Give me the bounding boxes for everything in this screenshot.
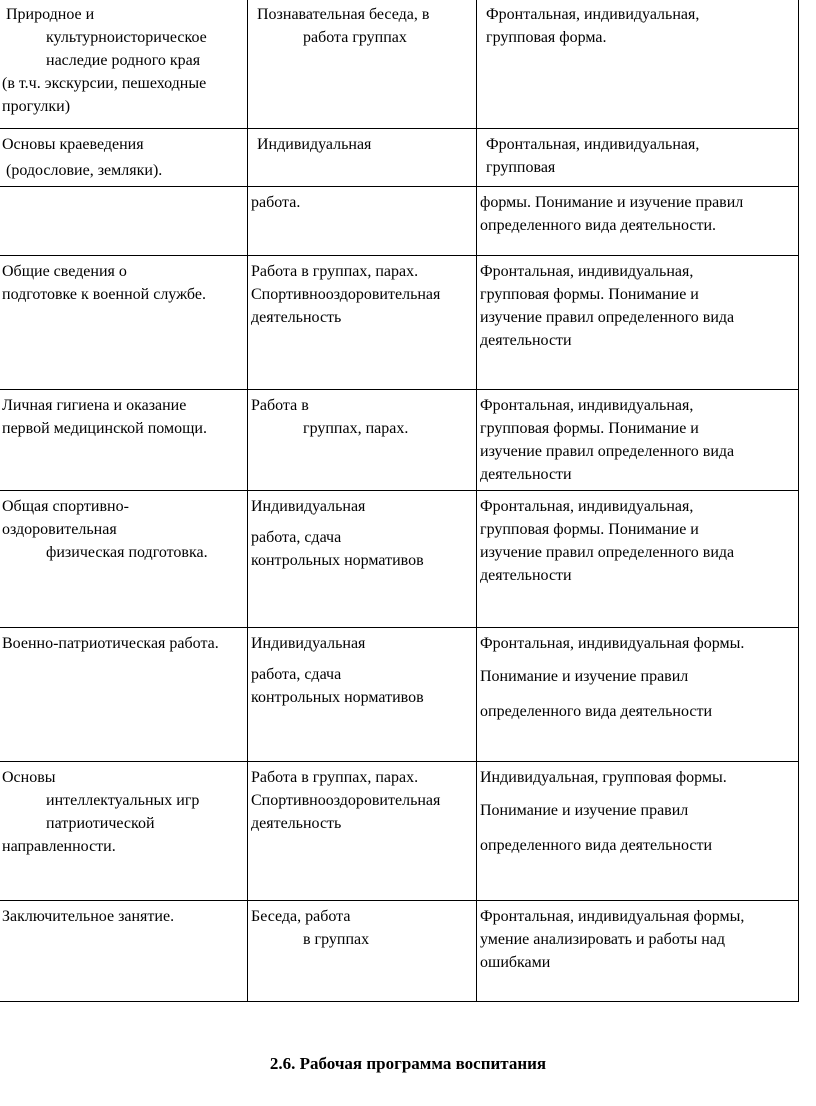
table-row: [0, 390, 799, 491]
method-text: контрольных нормативов: [251, 552, 424, 569]
topic-text: Основы краеведения: [2, 136, 144, 153]
method-cell: [248, 0, 477, 129]
method-text: контрольных нормативов: [251, 689, 424, 706]
form-cell: [477, 0, 799, 129]
form-text: Фронтальная, индивидуальная,: [486, 6, 700, 23]
table-row: [0, 256, 799, 390]
method-text: Индивидуальная: [251, 498, 366, 515]
form-text: деятельности: [480, 332, 572, 349]
method-text: Беседа, работа: [251, 908, 351, 925]
form-text: Понимание и изучение правил: [480, 668, 689, 685]
form-cell: [477, 256, 799, 390]
topic-text: Заключительное занятие.: [2, 908, 175, 925]
form-text: групповая формы. Понимание и: [480, 286, 699, 303]
form-text: Фронтальная, индивидуальная,: [480, 397, 694, 414]
method-text: Работа в группах, парах.: [251, 769, 419, 786]
method-text: работа.: [251, 194, 301, 211]
method-cell: [248, 628, 477, 762]
form-text: деятельности: [480, 567, 572, 584]
form-cell: [477, 762, 799, 901]
section-heading: 2.6. Рабочая программа воспитания: [269, 1054, 547, 1073]
topic-cell: [0, 762, 248, 901]
form-text: изучение правил определенного вида: [480, 544, 735, 561]
topic-text: Общие сведения о: [2, 263, 127, 280]
topic-text: интеллектуальных игр: [46, 792, 200, 809]
form-text: групповая: [486, 159, 556, 176]
topic-text: (родословие, земляки).: [6, 162, 163, 179]
topic-text: патриотической: [46, 815, 155, 832]
topic-text: Военно-патриотическая работа.: [2, 635, 219, 652]
topic-text: Общая спортивно-: [2, 498, 129, 515]
form-text: групповая формы. Понимание и: [480, 521, 699, 538]
method-cell: [248, 901, 477, 1002]
form-text: Понимание и изучение правил: [480, 802, 689, 819]
table-row: [0, 762, 799, 901]
method-text: работа, сдача: [251, 529, 342, 546]
form-text: определенного вида деятельности: [480, 837, 713, 854]
method-cell: [248, 491, 477, 628]
topic-text: (в т.ч. экскурсии, пешеходные: [2, 75, 207, 92]
method-text: Спортивнооздоровительная: [251, 286, 441, 303]
method-text: в группах: [303, 931, 370, 948]
method-text: Работа в: [251, 397, 309, 414]
method-text: Индивидуальная: [251, 635, 366, 652]
form-text: изучение правил определенного вида: [480, 309, 735, 326]
table-row: [0, 628, 799, 762]
topic-text: направленности.: [2, 838, 116, 855]
topic-text: физическая подготовка.: [46, 544, 208, 561]
method-text: группах, парах.: [303, 420, 409, 437]
method-text: Индивидуальная: [257, 136, 372, 153]
form-text: определенного вида деятельности: [480, 703, 713, 720]
topic-cell: [0, 129, 248, 187]
form-text: изучение правил определенного вида: [480, 443, 735, 460]
method-cell: [248, 187, 477, 256]
form-text: ошибками: [480, 954, 551, 971]
form-cell: [477, 187, 799, 256]
topic-cell: [0, 628, 248, 762]
topic-text: наследие родного края: [46, 52, 201, 69]
topic-text: Основы: [2, 769, 56, 786]
form-text: формы. Понимание и изучение правил: [480, 194, 744, 211]
method-text: Работа в группах, парах.: [251, 263, 419, 280]
form-cell: [477, 129, 799, 187]
method-cell: [248, 390, 477, 491]
form-text: Фронтальная, индивидуальная,: [480, 263, 694, 280]
method-text: работа группах: [303, 29, 407, 46]
method-cell: [248, 129, 477, 187]
topic-cell: [0, 901, 248, 1002]
form-cell: [477, 390, 799, 491]
form-text: Фронтальная, индивидуальная формы,: [480, 908, 745, 925]
method-text: работа, сдача: [251, 666, 342, 683]
form-text: групповая форма.: [486, 29, 607, 46]
form-text: Индивидуальная, групповая формы.: [480, 769, 727, 786]
topic-text: оздоровительная: [2, 521, 117, 538]
form-text: деятельности: [480, 466, 572, 483]
topic-text: первой медицинской помощи.: [2, 420, 207, 437]
method-cell: [248, 762, 477, 901]
table-row: [0, 129, 799, 187]
topic-cell: [0, 390, 248, 491]
form-cell: [477, 628, 799, 762]
topic-text: Личная гигиена и оказание: [2, 397, 187, 414]
topic-text: подготовке к военной службе.: [2, 286, 206, 303]
method-cell: [248, 256, 477, 390]
topic-cell: [0, 491, 248, 628]
topic-cell: [0, 187, 248, 256]
table-row: [0, 187, 799, 256]
topic-cell: [0, 0, 248, 129]
form-text: умение анализировать и работы над: [480, 931, 726, 948]
form-text: Фронтальная, индивидуальная,: [480, 498, 694, 515]
table-row: [0, 491, 799, 628]
table-row: [0, 0, 799, 129]
table-row: [0, 901, 799, 1002]
method-text: деятельность: [251, 815, 342, 832]
method-text: Познавательная беседа, в: [257, 6, 430, 23]
form-text: Фронтальная, индивидуальная формы.: [480, 635, 745, 652]
method-text: Спортивнооздоровительная: [251, 792, 441, 809]
form-text: определенного вида деятельности.: [480, 217, 717, 234]
form-text: групповая формы. Понимание и: [480, 420, 699, 437]
form-cell: [477, 491, 799, 628]
form-cell: [477, 901, 799, 1002]
topic-text: прогулки): [2, 98, 71, 115]
topic-text: культурноисторическое: [46, 29, 207, 46]
topic-cell: [0, 256, 248, 390]
method-text: деятельность: [251, 309, 342, 326]
topic-text: Природное и: [6, 6, 95, 23]
form-text: Фронтальная, индивидуальная,: [486, 136, 700, 153]
